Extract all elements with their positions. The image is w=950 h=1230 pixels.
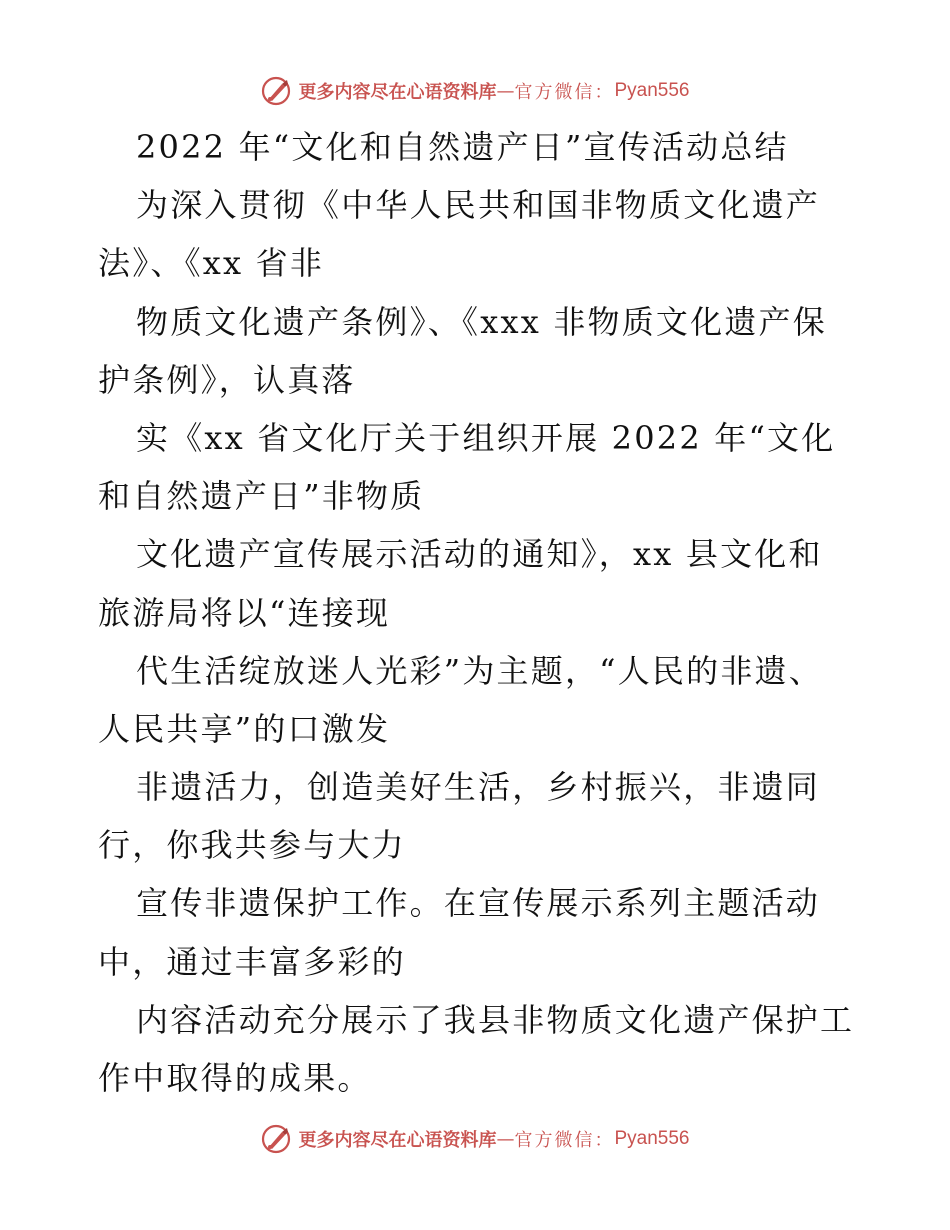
paragraph-line: 非遗活力，创造美好生活，乡村振兴，非遗同 (136, 768, 821, 807)
quill-pen-logo-icon (260, 1123, 292, 1155)
paragraph-line: 法》、《xx 省非 (98, 244, 325, 283)
header-wechat-label: 官方微信： (514, 82, 615, 103)
paragraph-line: 文化遗产宣传展示活动的通知》，xx 县文化和 (136, 535, 823, 574)
footer-wechat-id: Pyan556 (614, 1128, 690, 1149)
paragraph-line: 实《xx 省文化厅关于组织开展 2022 年“文化 (136, 418, 836, 457)
paragraph-line: 护条例》，认真落 (98, 360, 356, 399)
header-banner-text: 更多内容尽在心语资料库 (298, 82, 497, 103)
footer-banner-separator: — (496, 1128, 515, 1150)
footer-banner (0, 1119, 950, 1159)
paragraph-line: 行，你我共参与大力 (98, 826, 406, 865)
quill-pen-logo-icon (260, 75, 292, 107)
document-body (98, 118, 858, 1107)
paragraph-line: 为深入贯彻《中华人民共和国非物质文化遗产 (136, 186, 821, 225)
header-wechat-id: Pyan556 (614, 80, 690, 101)
paragraph-line: 作中取得的成果。 (98, 1059, 372, 1097)
footer-wechat-label: 官方微信： (514, 1130, 615, 1151)
paragraph-line: 旅游局将以“连接现 (98, 593, 391, 632)
document-title: 2022 年“文化和自然遗产日”宣传活动总结 (136, 128, 789, 166)
paragraph-line: 内容活动充分展示了我县非物质文化遗产保护工 (136, 1000, 855, 1039)
paragraph-line: 物质文化遗产条例》、《xxx 非物质文化遗产保 (136, 302, 827, 341)
header-banner-separator: — (496, 80, 515, 102)
paragraph-line: 宣传非遗保护工作。在宣传展示系列主题活动 (136, 884, 821, 923)
footer-banner-text: 更多内容尽在心语资料库 (298, 1130, 497, 1151)
paragraph-line: 中，通过丰富多彩的 (98, 942, 406, 981)
header-banner (0, 71, 950, 111)
paragraph-line: 代生活绽放迷人光彩”为主题，“人民的非遗、 (136, 651, 823, 690)
paragraph-line: 人民共享”的口激发 (98, 709, 391, 748)
paragraph-line: 和自然遗产日”非物质 (98, 477, 425, 516)
